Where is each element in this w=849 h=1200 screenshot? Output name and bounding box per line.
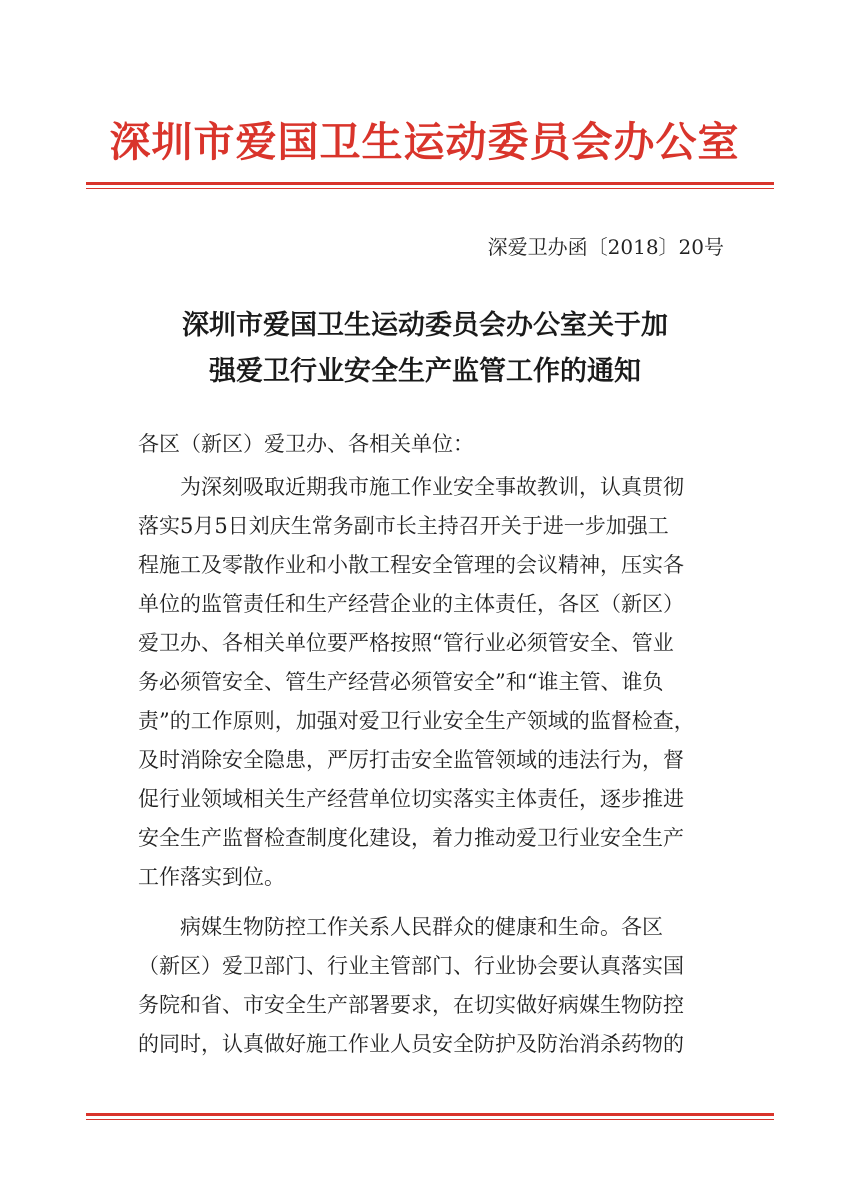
masthead-red-rule (86, 182, 774, 185)
paragraph-line: 为深刻吸取近期我市施工作业安全事故教训，认真贯彻 (138, 475, 684, 499)
paragraph-line: 程施工及零散作业和小散工程安全管理的会议精神，压实各 (138, 553, 684, 577)
document-title (110, 303, 740, 395)
body-paragraph-2 (138, 908, 730, 1064)
paragraph-line: 及时消除安全隐患，严厉打击安全监管领域的违法行为，督 (138, 748, 684, 772)
paragraph-line: 工作落实到位。 (138, 865, 285, 889)
body-paragraph-1 (138, 468, 730, 897)
paragraph-line: 的同时，认真做好施工作业人员安全防护及防治消杀药物的 (138, 1032, 684, 1056)
title-line: 强爱卫行业安全生产监管工作的通知 (209, 356, 641, 387)
paragraph-line: 责”的工作原则，加强对爱卫行业安全生产领域的监督检查， (138, 709, 695, 733)
document-number: 深爱卫办函〔2018〕20号 (487, 235, 724, 259)
salutation: 各区（新区）爱卫办、各相关单位： (138, 432, 474, 456)
paragraph-line: 病媒生物防控工作关系人民群众的健康和生命。各区 (138, 915, 663, 939)
paragraph-line: （新区）爱卫部门、行业主管部门、行业协会要认真落实国 (138, 954, 684, 978)
paragraph-line: 落实5月5日刘庆生常务副市长主持召开关于进一步加强工 (138, 514, 669, 538)
title-line: 深圳市爱国卫生运动委员会办公室关于加 (182, 310, 668, 341)
paragraph-line: 促行业领域相关生产经营单位切实落实主体责任，逐步推进 (138, 787, 684, 811)
paragraph-line: 务院和省、市安全生产部署要求，在切实做好病媒生物防控 (138, 993, 684, 1017)
paragraph-line: 务必须管安全、管生产经营必须管安全”和“谁主管、谁负 (138, 670, 664, 694)
paragraph-line: 单位的监管责任和生产经营企业的主体责任，各区（新区） (138, 592, 684, 616)
paragraph-line: 安全生产监督检查制度化建设，着力推动爱卫行业安全生产 (138, 826, 684, 850)
masthead-title: 深圳市爱国卫生运动委员会办公室 (109, 118, 740, 166)
footer-red-rule (86, 1113, 774, 1116)
paragraph-line: 爱卫办、各相关单位要严格按照“管行业必须管安全、管业 (138, 631, 674, 655)
footer-red-rule-thin (86, 1119, 774, 1120)
masthead-red-rule-thin (86, 188, 774, 189)
